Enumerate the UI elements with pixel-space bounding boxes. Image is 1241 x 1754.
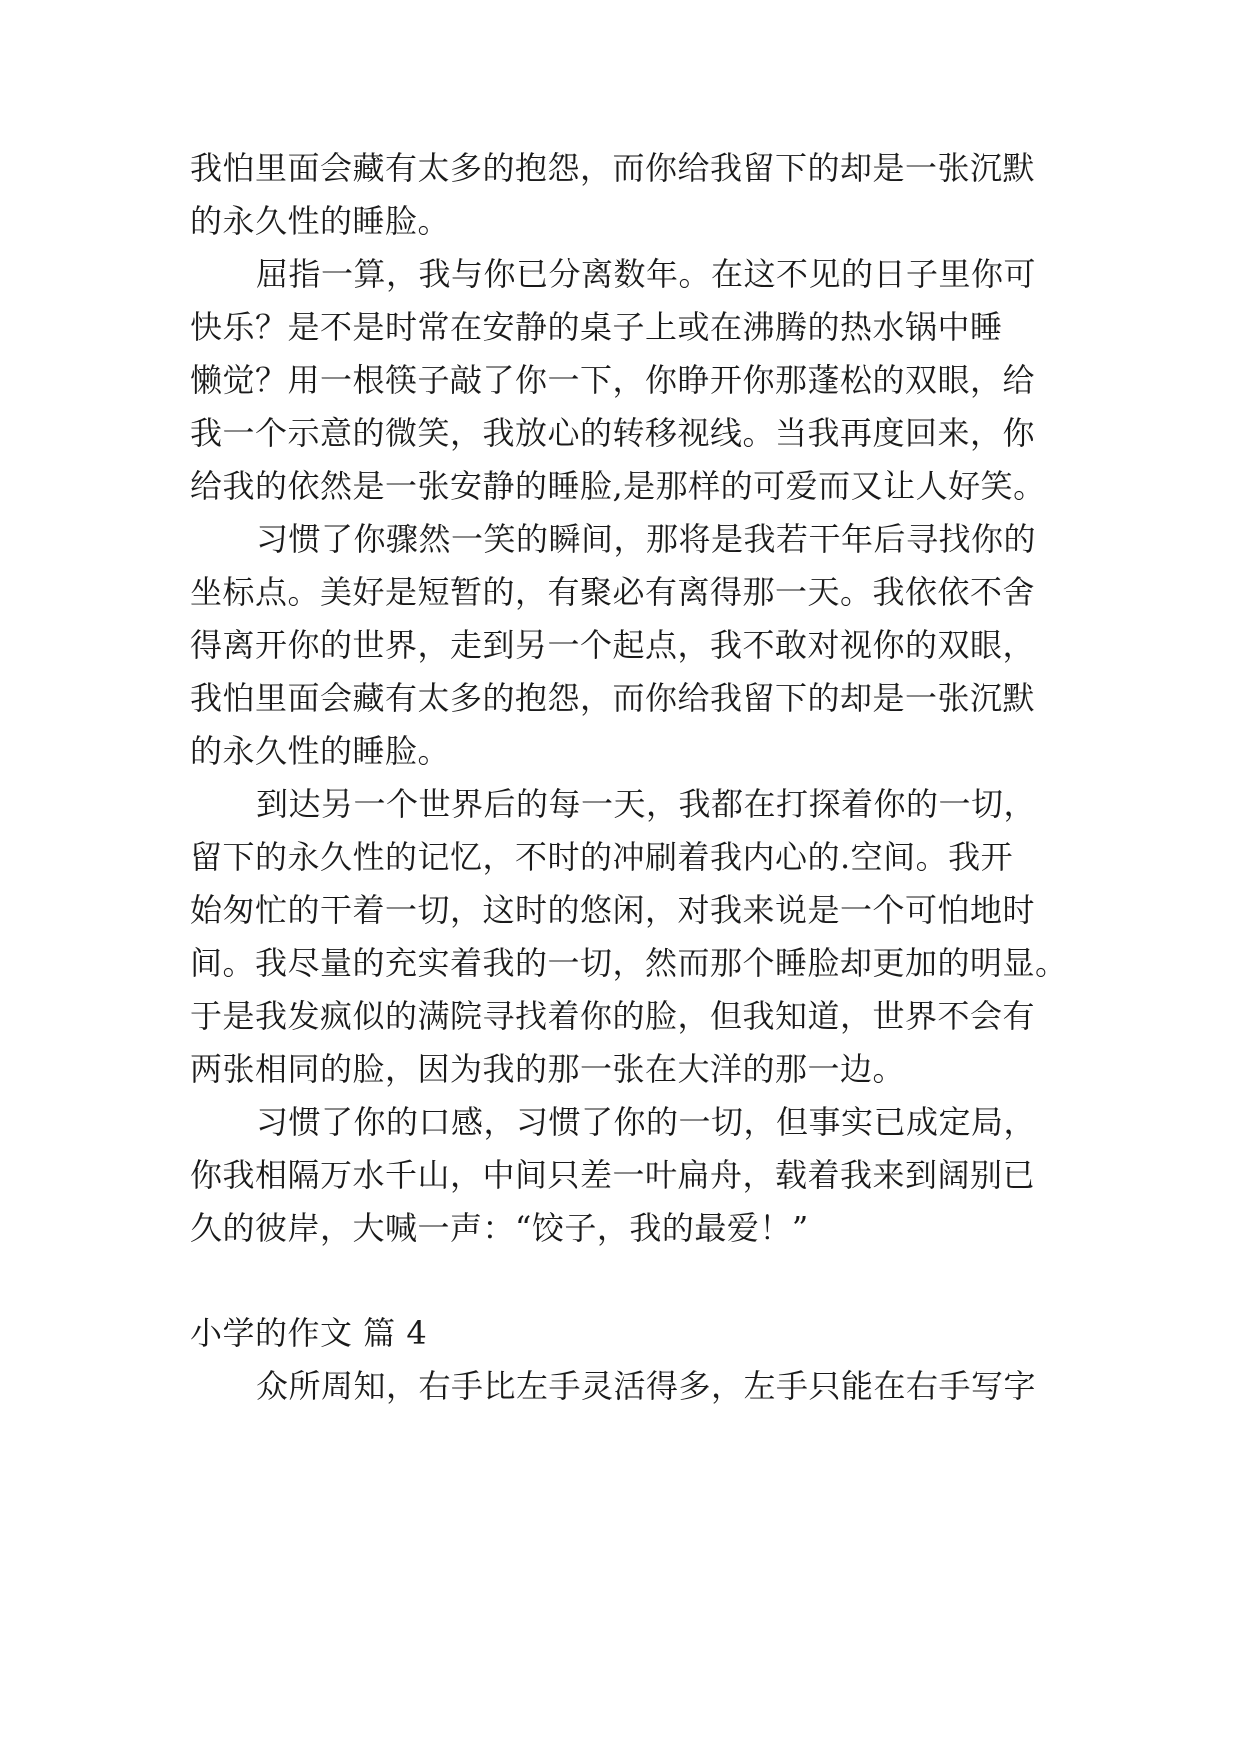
text-line: 坐标点。美好是短暂的，有聚必有离得那一天。我依依不舍 xyxy=(190,573,1036,611)
text-line: 快乐？是不是时常在安静的桌子上或在沸腾的热水锅中睡 xyxy=(190,308,1003,346)
text-line: 留下的永久性的记忆，不时的冲刷着我内心的.空间。我开 xyxy=(190,838,1014,876)
text-line: 习惯了你骤然一笑的瞬间，那将是我若干年后寻找你的 xyxy=(256,520,1037,558)
text-line: 我怕里面会藏有太多的抱怨，而你给我留下的却是一张沉默 xyxy=(190,149,1036,187)
text-line: 于是我发疯似的满院寻找着你的脸，但我知道，世界不会有 xyxy=(190,997,1036,1035)
text-line: 你我相隔万水千山，中间只差一叶扁舟，载着我来到阔别已 xyxy=(190,1156,1036,1194)
text-line: 给我的依然是一张安静的睡脸,是那样的可爱而又让人好笑。 xyxy=(190,467,1046,505)
text-line: 始匆忙的干着一切，这时的悠闲，对我来说是一个可怕地时 xyxy=(190,891,1036,929)
text-line: 久的彼岸，大喊一声：“饺子，我的最爱！” xyxy=(190,1209,809,1247)
text-line: 的永久性的睡脸。 xyxy=(190,202,451,240)
section-heading: 小学的作文 篇 4 xyxy=(190,1314,428,1352)
text-line: 得离开你的世界，走到另一个起点，我不敢对视你的双眼， xyxy=(190,626,1036,664)
text-line: 我怕里面会藏有太多的抱怨，而你给我留下的却是一张沉默 xyxy=(190,679,1036,717)
text-line: 的永久性的睡脸。 xyxy=(190,732,451,770)
text-line: 懒觉？用一根筷子敲了你一下，你睁开你那蓬松的双眼，给 xyxy=(190,361,1036,399)
text-line: 到达另一个世界后的每一天，我都在打探着你的一切， xyxy=(256,785,1037,823)
text-line: 两张相同的脸，因为我的那一张在大洋的那一边。 xyxy=(190,1050,906,1088)
text-line: 屈指一算，我与你已分离数年。在这不见的日子里你可 xyxy=(256,255,1037,293)
text-line: 间。我尽量的充实着我的一切，然而那个睡脸却更加的明显。 xyxy=(190,944,1068,982)
text-line: 众所周知，右手比左手灵活得多，左手只能在右手写字 xyxy=(256,1367,1037,1405)
text-line: 我一个示意的微笑，我放心的转移视线。当我再度回来，你 xyxy=(190,414,1036,452)
text-line: 习惯了你的口感，习惯了你的一切，但事实已成定局， xyxy=(256,1103,1037,1141)
